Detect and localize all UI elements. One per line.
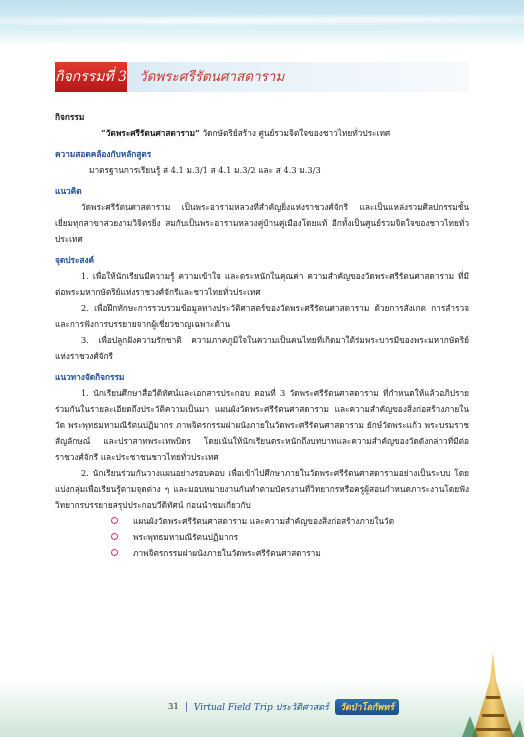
activity-quote-rest: วัดกษัตริย์สร้าง ศูนย์รวมจิตใจของชาวไทยทั่วประเทศ xyxy=(199,128,391,138)
page-content xyxy=(55,104,469,561)
activity-statement xyxy=(55,125,469,141)
header-sky-band xyxy=(0,0,524,46)
bullet-circle-icon xyxy=(111,533,118,540)
activity-number-tag: กิจกรรมที่ 3 xyxy=(55,62,127,92)
bullet-text: แผนผังวัดพระศรีรัตนศาสดาราม และความสำคัญของสิ่งก่อสร้างภายในวัด xyxy=(133,516,395,526)
concept-paragraph: วัดพระศรีรัตนศาสดาราม เป็นพระอารามหลวงที่สำคัญยิ่งแห่งราชวงศ์จักรี และเป็นแหล่งรวมศิลปกรรมชั้นเยี่ยมทุกสาขาสวยงามวิจิตรยิ่ง สมกับเป็นพระอารามหลวงคู่บ้านคู่เมืองโดยแท้ อีกทั้งเป็นศูนย์รวมจิตใจของชาวไทยทั่วประเทศ xyxy=(55,202,469,244)
approach-bullet-list xyxy=(55,513,469,561)
temple-spire-icon xyxy=(462,650,524,737)
footer xyxy=(168,697,399,717)
approach-item: 1. นักเรียนศึกษาสื่อวีดิทัศน์และเอกสารประกอบ ตอนที่ 3 วัดพระศรีรัตนศาสดาราม ที่กำหนดให้แล้วอภิปรายร่วมกันในรายละเอียดถึงประวัติความเป็นมา แผนผังวัดพระศรีรัตนศาสดาราม และความสำคัญของสิ่งก่อสร้างภายในวัด พระพุทธมหามณีรัตนปฏิมากร ภาพจิตรกรรมฝาผนังภายในวัดพระศรีรัตนศาสดาราม ยักษ์วัดพระแก้ว พระบรมราชสัญลักษณ์ และปราสาทพระเทพบิดร โดยเน้นให้นักเรียนตระหนักถึงบทบาทและความสำคัญของวัดดังกล่าวที่มีต่อราชวงศ์จักรี และประชาชนชาวไทยทั่วประเทศ xyxy=(55,388,469,462)
brand-logo: วัดป่าโลกัพทร์ xyxy=(335,699,399,715)
section-heading-approach: แนวทางจัดกิจกรรม xyxy=(55,372,125,382)
bullet-text: ภาพจิตรกรรมฝาผนังภายในวัดพระศรีรัตนศาสดาราม xyxy=(133,548,321,558)
objective-item: 2. เพื่อฝึกทักษะการรวบรวมข้อมูลทางประวัติศาสตร์ของวัดพระศรีรัตนศาสดาราม ด้วยการสังเกต การสำรวจ และการฟังการบรรยายจากผู้เชี่ยวชาญเฉพาะด้าน xyxy=(55,303,469,329)
objective-item: 1. เพื่อให้นักเรียนมีความรู้ ความเข้าใจ และตระหนักในคุณค่า ความสำคัญของวัดพระศรีรัตนศาสดาราม ที่มีต่อพระมหากษัตริย์แห่งราชวงศ์จักรีและชาวไทยทั่วประเทศ xyxy=(55,271,469,297)
list-item xyxy=(133,513,469,529)
list-item xyxy=(133,545,469,561)
section-heading-standards: ความสอดคล้องกับหลักสูตร xyxy=(55,149,152,159)
bullet-text: พระพุทธมหามณีรัตนปฏิมากร xyxy=(133,532,239,542)
section-heading-concept: แนวคิด xyxy=(55,186,82,196)
list-item xyxy=(133,529,469,545)
page-number: 31 xyxy=(168,702,179,712)
footer-separator: | xyxy=(184,702,188,712)
activity-title: วัดพระศรีรัตนศาสดาราม xyxy=(139,69,285,85)
bullet-circle-icon xyxy=(111,517,118,524)
section-heading-activity: กิจกรรม xyxy=(55,112,85,122)
series-title: Virtual Field Trip ประวัติศาสตร์ xyxy=(193,703,329,713)
activity-title-bar xyxy=(55,62,469,92)
bullet-circle-icon xyxy=(111,549,118,556)
section-heading-objectives: จุดประสงค์ xyxy=(55,255,95,265)
objective-item: 3. เพื่อปลูกฝังความรักชาติ ความภาคภูมิใจในความเป็นคนไทยที่เกิดมาใต้ร่มพระบารมีของพระมหากษัตริย์แห่งราชวงศ์จักรี xyxy=(55,335,469,361)
approach-item: 2. นักเรียนร่วมกันวางแผนอย่างรอบคอบ เพื่อเข้าไปศึกษาภายในวัดพระศรีรัตนศาสดารามอย่างเป็นระบบ โดยแบ่งกลุ่มเพื่อเรียนรู้ตามจุดต่าง ๆ และมอบหมายงานกันทำตามบัตรงานที่วิทยากรหรือครูผู้สอนกำหนดภาระงานโดยฟังวิทยากรบรรยายสรุปประกอบวีดิทัศน์ ก่อนนำชมเกี่ยวกับ xyxy=(55,468,469,510)
activity-quote-title: “วัดพระศรีรัตนศาสดาราม” xyxy=(101,128,200,138)
standards-text: มาตรฐานการเรียนรู้ ส 4.1 ม.3/1 ส 4.1 ม.3/2 และ ส 4.3 ม.3/3 xyxy=(89,165,321,175)
